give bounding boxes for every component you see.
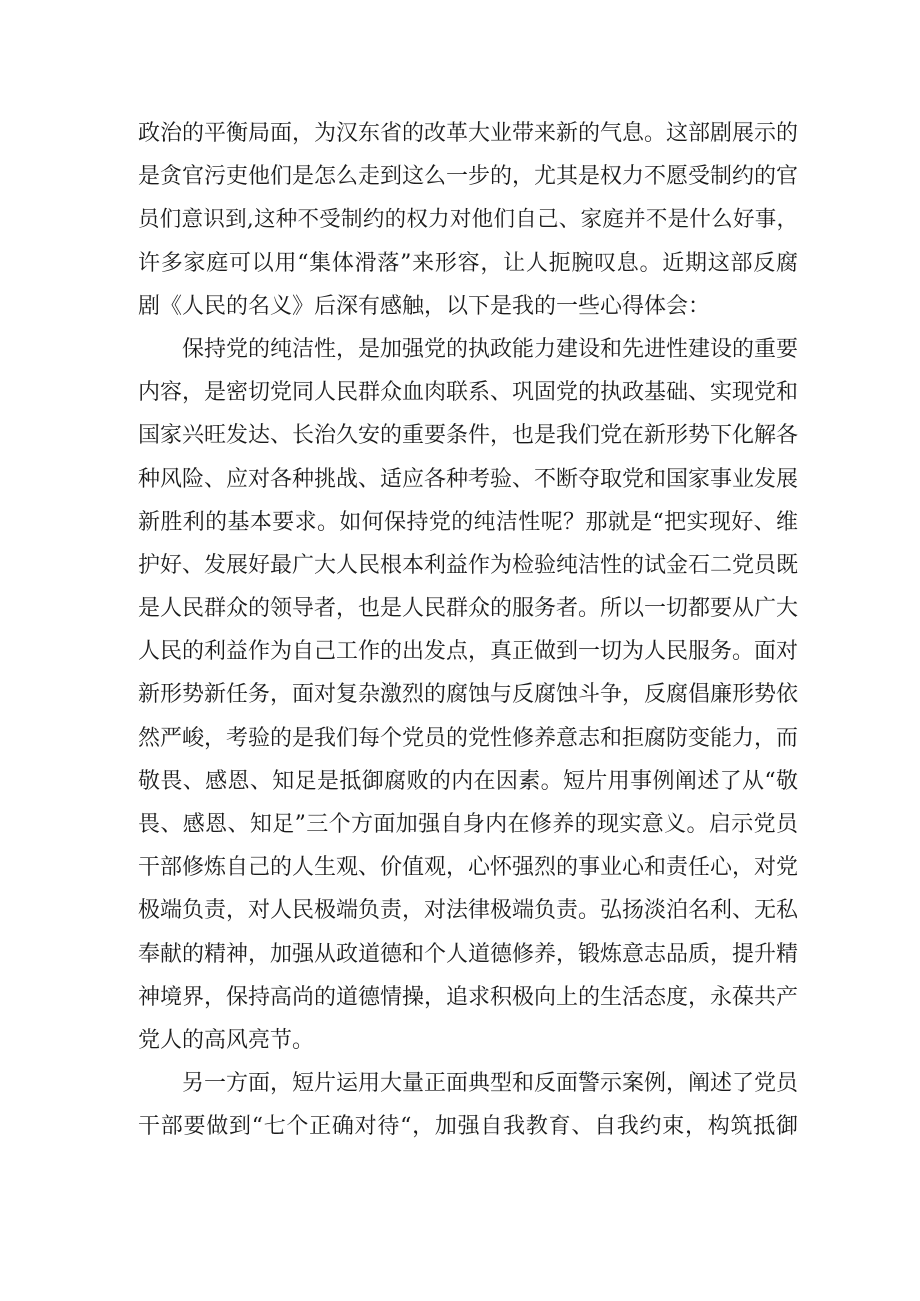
document-body [138, 112, 798, 1149]
text-line: 国家兴旺发达、长治久安的重要条件，也是我们党在新形势下化解各 [138, 423, 799, 449]
text-line: 党人的高风亮节。 [138, 1027, 315, 1053]
text-line: 奉献的精神，加强从政道德和个人道德修养，锻炼意志品质，提升精 [138, 941, 799, 967]
text-line: 员们意识到,这种不受制约的权力对他们自己、家庭并不是什么好事， [138, 207, 798, 233]
text-line: 许多家庭可以用“集体滑落”来形容，让人扼腕叹息。近期这部反腐 [138, 250, 798, 276]
text-line: 畏、感恩、知足”三个方面加强自身内在修养的现实意义。启示党员 [138, 812, 798, 837]
text-line: 人民的利益作为自己工作的出发点，真正做到一切为人民服务。面对 [138, 639, 799, 665]
text-line: 种风险、应对各种挑战、适应各种考验、不断夺取党和国家事业发展 [138, 466, 799, 492]
text-line: 敬畏、感恩、知足是抵御腐败的内在因素。短片用事例阐述了从“敬 [138, 768, 798, 794]
text-line: 极端负责，对人民极端负责，对法律极端负责。弘扬淡泊名利、无私 [138, 898, 799, 924]
text-line: 另一方面，短片运用大量正面典型和反面警示案例，阐述了党员 [182, 1071, 799, 1097]
text-line: 神境界，保持高尚的道德情操，追求积极向上的生活态度，永葆共产 [138, 984, 799, 1010]
text-line: 然严峻，考验的是我们每个党员的党性修养意志和拒腐防变能力，而 [138, 725, 799, 751]
text-line: 护好、发展好最广大人民根本利益作为检验纯洁性的试金石二党员既 [138, 552, 799, 578]
text-line: 干部要做到“七个正确对待“，加强自我教育、自我约束，构筑抵御 [138, 1114, 798, 1140]
text-line: 是贪官污吏他们是怎么走到这么一步的，尤其是权力不愿受制约的官 [138, 164, 799, 190]
text-line: 是人民群众的领导者，也是人民群众的服务者。所以一切都要从广大 [138, 596, 799, 622]
text-line: 内容，是密切党同人民群众血肉联系、巩固党的执政基础、实现党和 [138, 380, 799, 406]
text-line: 保持党的纯洁性，是加强党的执政能力建设和先进性建设的重要 [182, 336, 799, 362]
text-line: 剧《人民的名义》后深有感触，以下是我的一些心得体会： [138, 293, 711, 319]
text-line: 干部修炼自己的人生观、价值观，心怀强烈的事业心和责任心，对党 [138, 855, 799, 881]
text-line: 政治的平衡局面，为汉东省的改革大业带来新的气息。这部剧展示的 [138, 121, 799, 146]
text-line: 新胜利的基本要求。如何保持党的纯洁性呢？那就是“把实现好、维 [138, 509, 798, 535]
text-line: 新形势新任务，面对复杂激烈的腐蚀与反腐蚀斗争，反腐倡廉形势依 [138, 682, 799, 708]
